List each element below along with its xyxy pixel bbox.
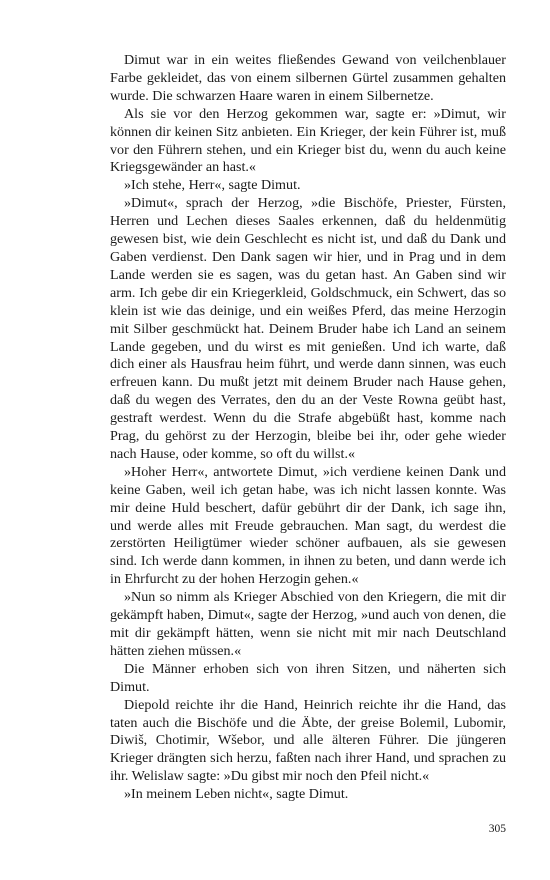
body-text	[110, 52, 506, 804]
paragraph: Dimut war in ein weites fließendes Gewand von veilchenblauer Farbe gekleidet, das von einem silbernen Gürtel zusammen gehalten wurde. Die schwarzen Haare waren in einem Silbernetze.	[110, 52, 506, 104]
paragraph: »In meinem Leben nicht«, sagte Dimut.	[124, 786, 349, 803]
paragraph: »Dimut«, sprach der Herzog, »die Bischöfe, Priester, Fürsten, Herren und Lechen dieses Saales erkennen, daß du heldenmütig gewesen bist, wie dein Geschlecht es nicht ist, und daß du Dank und Gaben verdienst. Den Dank sagen wir hier, und in Prag und in dem Lande werden sie es sagen, was du getan hast. An Gaben sind wir arm. Ich gebe dir ein Kriegerkleid, Goldschmuck, ein Schwert, das so klein ist wie das deinige, und ein weißes Pferd, das meine Herzogin mit Silber geschmückt hat. Deinem Bruder habe ich Land an seinem Lande gegeben, und du wirst es mit genießen. Und ich warte, daß dich einer als Hausfrau heim führt, und werde dann sinnen, was euch erfreuen kann. Du mußt jetzt mit deinem Bruder nach Hause gehen, daß du wegen des Verrates, den du an der Veste Rowna geübt hast, gestraft werdest. Wenn du die Strafe abgebüßt hast, komme nach Prag, du gehörst zu der Herzogin, bleibe bei ihr, oder gehe wieder nach Hause, oder komme, so oft du willst.«	[110, 195, 506, 462]
page-number: 305	[488, 823, 506, 835]
paragraph: Die Männer erhoben sich von ihren Sitzen, und näherten sich Dimut.	[110, 660, 506, 695]
paragraph: »Ich stehe, Herr«, sagte Dimut.	[124, 177, 301, 194]
paragraph: »Hoher Herr«, antwortete Dimut, »ich verdiene keinen Dank und keine Gaben, weil ich getan habe, was ich nicht lassen konnte. Was mir deine Huld beschert, dafür gebührt dir der Dank, ich sage ihn, und werde alles mit Freude gebrauchen. Man sagt, du werdest die zerstörten Heiligtümer wieder schöner aufbauen, als sie gewesen sind. Ich werde dann kommen, in ihnen zu beten, und dann werde ich in Ehrfurcht zu der hohen Herzogin gehen.«	[110, 463, 506, 588]
paragraph: Diepold reichte ihr die Hand, Heinrich reichte ihr die Hand, das taten auch die Bischöfe und die Äbte, der greise Bolemil, Lubomir, Diwiš, Chotimir, Wšebor, und alle älteren Führer. Die jüngeren Krieger drängten sich herzu, faßten nach ihrer Hand, und sprachen zu ihr. Welislaw sagte: »Du gibst mir noch den Pfeil nicht.«	[110, 696, 506, 785]
paragraph: »Nun so nimm als Krieger Abschied von den Kriegern, die mit dir gekämpft haben, Dimut«, sagte der Herzog, »und auch von denen, die mit dir gekämpft hätten, wenn sie nicht mit mir nach Deutschland hätten ziehen müssen.«	[110, 589, 506, 659]
paragraph: Als sie vor den Herzog gekommen war, sagte er: »Dimut, wir können dir keinen Sitz anbieten. Ein Krieger, der kein Führer ist, muß vor den Führern stehen, und ein Krieger bist du, wenn du auch keine Kriegsgewänder an hast.«	[110, 105, 506, 176]
